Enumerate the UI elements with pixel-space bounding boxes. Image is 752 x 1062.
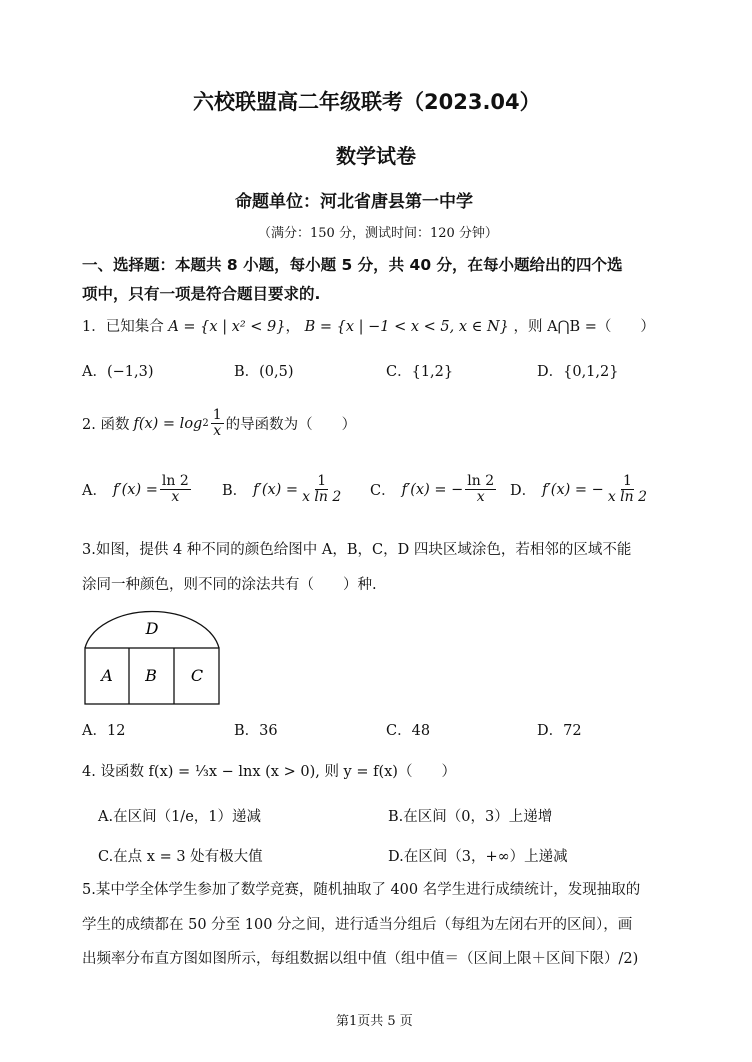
page-title: 六校联盟高二年级联考（2023.04） (193, 90, 541, 114)
q3-option-d: D．72 (537, 723, 582, 739)
question-3-line2: 涂同一种颜色，则不同的涂法共有（ ）种. (82, 577, 377, 593)
region-label-d: D (145, 619, 159, 638)
exam-note: （满分：150 分，测试时间：120 分钟） (258, 226, 498, 241)
q1-option-a: A．(−1,3) (82, 364, 154, 380)
q2-prefix: 2. 函数 (82, 417, 130, 434)
q2-option-a: A． f′(x) = $\frac{\ln 2}{x}$ (82, 473, 189, 506)
q4-option-d: D.在区间（3，+∞）上递减 (388, 849, 568, 865)
q3-option-b: B．36 (234, 723, 278, 739)
q3-option-c: C．48 (386, 723, 431, 739)
q1-set-a: A = {x | x² < 9} (168, 319, 286, 335)
q4-option-b: B.在区间（0，3）上递增 (388, 809, 553, 825)
q1-option-b: B．(0,5) (234, 364, 294, 380)
q2-fraction: $\frac{1}{x}$ (212, 407, 222, 440)
q1-ask: ，则 A⋂B =（ ） (513, 319, 655, 335)
question-3-line1: 3.如图，提供 4 种不同的颜色给图中 A，B，C，D 四块区域涂色，若相邻的区域不能 (82, 542, 632, 558)
q1-option-d: D．{0,1,2} (537, 364, 619, 380)
q2-log-base: 2 (202, 418, 209, 430)
region-label-b: B (145, 666, 157, 685)
q2-option-b: B． f′(x) = $\frac{1}{\text{x ln 2}}$ (222, 473, 342, 506)
question-5-line3: 出频率分布直方图如图所示，每组数据以组中值（组中值＝（区间上限＋区间下限）/2) (82, 951, 639, 967)
region-diagram (80, 600, 225, 708)
question-4: 4. 设函数 f(x) = ⅓x − lnx (x > 0), 则 y = f(x)（ ） (82, 764, 456, 780)
q2-suffix: 的导函数为（ ） (225, 417, 357, 434)
question-5-line1: 5.某中学全体学生参加了数学竞赛，随机抽取了 400 名学生进行成绩统计，发现抽取的 (82, 882, 641, 898)
q2-option-d: D． f′(x) = − $\frac{1}{\text{x ln 2}}$ (510, 473, 648, 506)
question-5-line2: 学生的成绩都在 50 分至 100 分之间，进行适当分组后（每组为左闭右开的区间），画 (82, 917, 633, 933)
question-1: 1．已知集合 A = {x | x² < 9}， B = {x | −1 < x < 5, x ∈ N} ，则 A⋂B =（ ） (82, 319, 655, 335)
page-footer: 第1页共 5 页 (336, 1014, 413, 1029)
subject-title: 数学试卷 (336, 144, 416, 168)
q2-option-c: C． f′(x) = − $\frac{\ln 2}{x}$ (370, 473, 495, 506)
q1-option-c: C．{1,2} (386, 364, 454, 380)
region-label-c: C (190, 666, 204, 685)
section-heading-line2: 项中，只有一项是符合题目要求的. (82, 285, 321, 303)
q2-func: f(x) = log (133, 415, 203, 432)
q4-option-a: A.在区间（1/e，1）递减 (98, 809, 261, 825)
q3-option-a: A．12 (82, 723, 126, 739)
region-label-a: A (101, 666, 113, 685)
author-unit: 命题单位：河北省唐县第一中学 (235, 192, 473, 212)
q4-option-c: C.在点 x = 3 处有极大值 (98, 849, 263, 865)
question-2 (82, 408, 356, 440)
q1-prefix: 1．已知集合 (82, 319, 164, 335)
q1-set-b: B = {x | −1 < x < 5, x ∈ N} (304, 319, 509, 335)
section-heading-line1: 一、选择题：本题共 8 小题，每小题 5 分，共 40 分，在每小题给出的四个选 (82, 256, 623, 274)
